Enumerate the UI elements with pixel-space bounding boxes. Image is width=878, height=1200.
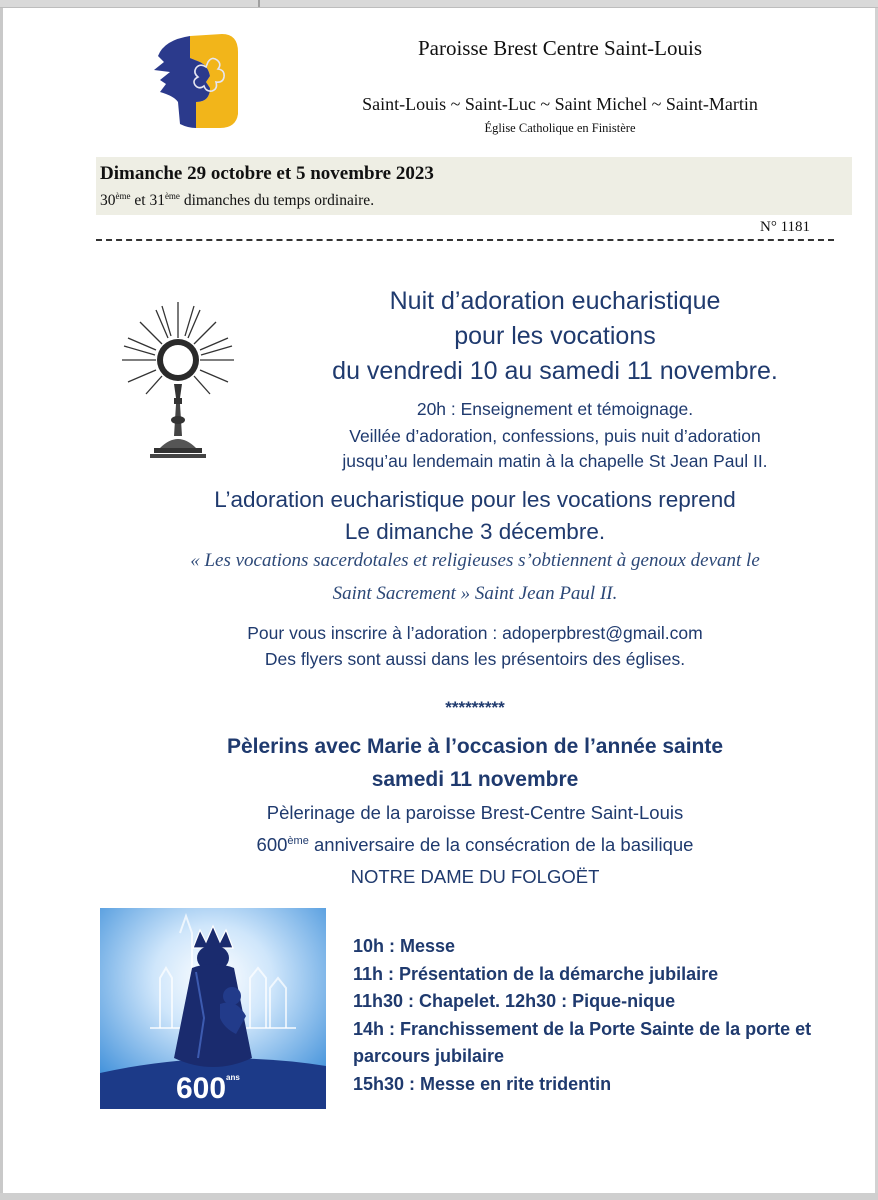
sundays-text: dimanches du temps ordinaire. [179,192,375,209]
adoration-title-line2: pour les vocations [454,322,656,350]
churches-list: Saint-Louis ~ Saint-Luc ~ Saint Michel ~ Saint-Martin [362,94,758,114]
anniversary-number: 600 [256,834,288,855]
anniversary-text: anniversaire de la consécration de la basilique [308,834,694,855]
monstrance-icon [116,298,240,466]
pilgrimage-title-line1: Pèlerins avec Marie à l’occasion de l’année sainte [226,735,724,758]
dashed-divider [96,239,834,241]
quote-line1: « Les vocations sacerdotales et religieuses s’obtiennent à genoux devant le [190,550,760,571]
poster-600-label: 600 [176,1072,227,1105]
section-separator: ********* [445,698,505,717]
schedule-item: 10h : Messe [353,936,456,956]
adoration-resume-line1: L’adoration eucharistique pour les vocations reprend [214,487,736,512]
issue-number: N° 1181 [760,219,811,235]
pilgrimage-title-line2: samedi 11 novembre [371,768,579,791]
basilica-name: NOTRE DAME DU FOLGOËT [350,866,600,887]
adoration-detail-line3: jusqu’au lendemain matin à la chapelle St Jean Paul II. [342,451,768,471]
liturgical-sundays [100,192,374,210]
adoration-title-line1: Nuit d’adoration eucharistique [389,287,721,315]
schedule-item: 14h : Franchissement de la Porte Sainte de la porte et [353,1018,812,1039]
adoration-resume-line2: Le dimanche 3 décembre. [344,519,606,544]
quote-line2: Saint Sacrement » Saint Jean Paul II. [332,583,618,604]
adoration-detail-line1: 20h : Enseignement et témoignage. [416,399,694,419]
ordinal-join: et [130,192,150,209]
schedule-item: 11h30 : Chapelet. 12h30 : Pique-nique [353,991,676,1011]
poster-ans-label: ans [226,1073,240,1082]
schedule-item: 15h30 : Messe en rite tridentin [353,1073,612,1094]
adoration-detail-line2: Veillée d’adoration, confessions, puis nuit d’adoration [349,426,761,446]
folgoet-poster-image [100,908,326,1109]
adoration-title-line3: du vendredi 10 au samedi 11 novembre. [332,357,778,385]
pilgrimage-parish-line: Pèlerinage de la paroisse Brest-Centre Saint-Louis [266,802,684,823]
parish-logo [150,32,240,132]
ordinal-number: 31 [149,192,165,209]
schedule-item: 11h : Présentation de la démarche jubilaire [353,963,719,984]
left-edge [0,8,3,1193]
signup-line2: Des flyers sont aussi dans les présentoirs des églises. [264,649,686,669]
schedule-item: parcours jubilaire [353,1046,505,1066]
window-bottom-bar [0,1193,878,1200]
pilgrimage-schedule [353,936,811,1101]
anniversary-suffix: ème [287,834,309,847]
ordinal-suffix: ème [115,190,131,201]
diocese-name: Église Catholique en Finistère [484,121,636,135]
signup-line1: Pour vous inscrire à l’adoration : adoperpbrest@gmail.com [247,623,703,643]
ordinal-suffix: ème [164,190,180,201]
ordinal-number: 30 [100,192,116,209]
issue-date: Dimanche 29 octobre et 5 novembre 2023 [100,163,434,184]
top-bar-tick [258,0,260,7]
parish-name: Paroisse Brest Centre Saint-Louis [417,36,703,60]
anniversary-line [100,834,850,856]
window-top-bar [0,0,878,8]
